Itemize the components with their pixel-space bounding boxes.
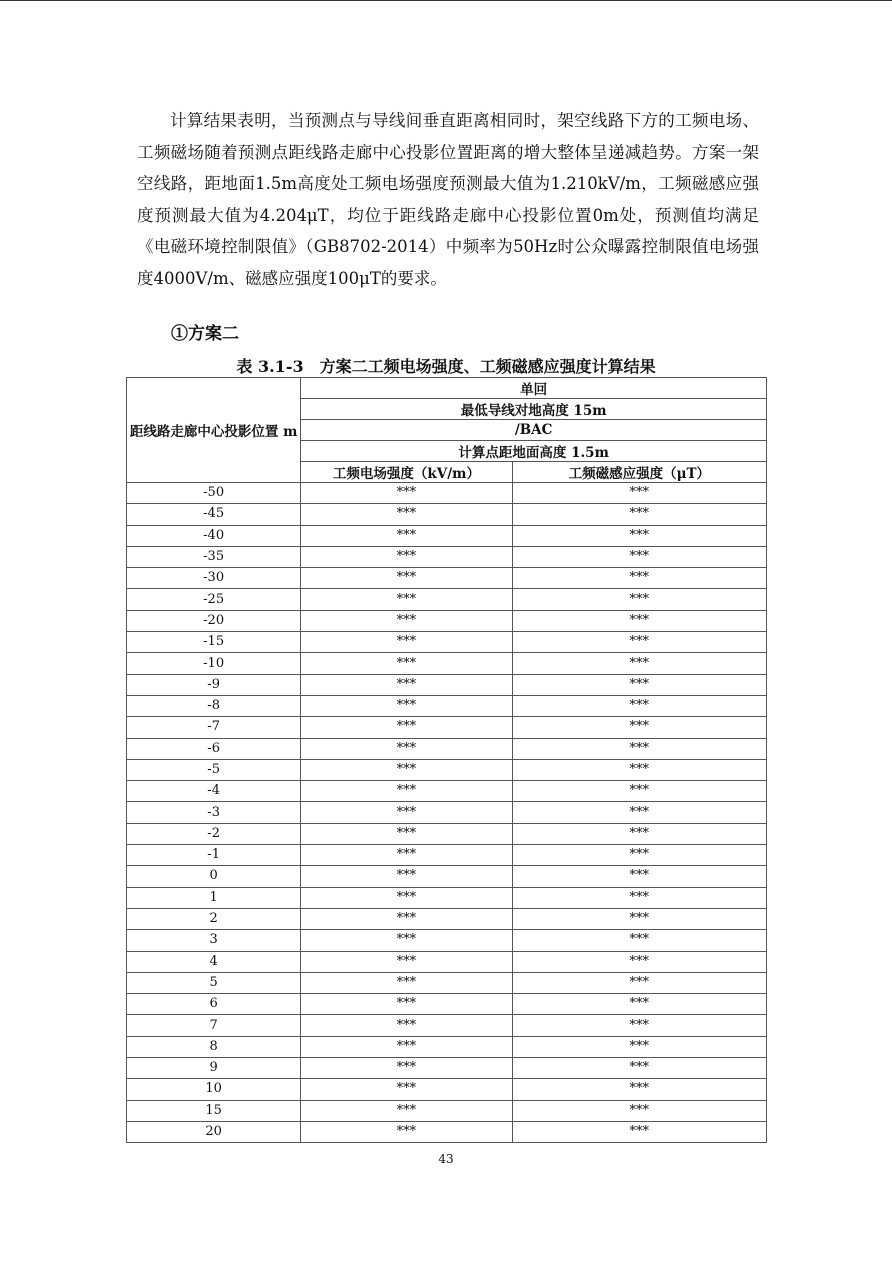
cell-electric-field: *** [301,972,512,993]
cell-electric-field: *** [301,866,512,887]
table-row [127,589,767,610]
cell-electric-field: *** [301,504,512,525]
cell-position: -6 [127,738,301,759]
table-row [127,930,767,951]
cell-electric-field: *** [301,610,512,631]
cell-electric-field: *** [301,930,512,951]
cell-magnetic-induction: *** [512,632,766,653]
cell-electric-field: *** [301,653,512,674]
table-row [127,632,767,653]
cell-position: -10 [127,653,301,674]
cell-electric-field: *** [301,525,512,546]
table-row [127,653,767,674]
cell-position: -8 [127,695,301,716]
header-conductor-height: 最低导线对地高度 15m [301,399,767,420]
table-row [127,951,767,972]
cell-electric-field: *** [301,483,512,504]
cell-position: -7 [127,717,301,738]
table-row [127,972,767,993]
cell-magnetic-induction: *** [512,738,766,759]
table-row [127,504,767,525]
cell-electric-field: *** [301,717,512,738]
cell-position: -15 [127,632,301,653]
cell-magnetic-induction: *** [512,1036,766,1057]
cell-position: 9 [127,1058,301,1079]
table-row [127,823,767,844]
header-phase-sequence: /BAC [301,420,767,441]
cell-position: -5 [127,759,301,780]
header-magnetic-induction: 工频磁感应强度（μT） [512,462,766,483]
cell-position: -40 [127,525,301,546]
cell-position: -30 [127,568,301,589]
cell-electric-field: *** [301,589,512,610]
cell-electric-field: *** [301,887,512,908]
cell-electric-field: *** [301,1100,512,1121]
table-row [127,1058,767,1079]
cell-electric-field: *** [301,781,512,802]
table-row [127,1079,767,1100]
table-row [127,483,767,504]
cell-electric-field: *** [301,1015,512,1036]
header-calc-height: 计算点距地面高度 1.5m [301,441,767,462]
cell-magnetic-induction: *** [512,802,766,823]
section-heading: ①方案二 [171,324,239,344]
cell-position: 7 [127,1015,301,1036]
cell-position: 4 [127,951,301,972]
cell-electric-field: *** [301,802,512,823]
cell-electric-field: *** [301,1036,512,1057]
table-row [127,525,767,546]
table-row [127,759,767,780]
cell-magnetic-induction: *** [512,866,766,887]
table-header [127,378,767,483]
cell-position: -1 [127,845,301,866]
cell-magnetic-induction: *** [512,951,766,972]
cell-electric-field: *** [301,1121,512,1142]
cell-electric-field: *** [301,546,512,567]
table-row [127,1015,767,1036]
cell-magnetic-induction: *** [512,887,766,908]
cell-position: 2 [127,908,301,929]
table-row [127,738,767,759]
cell-magnetic-induction: *** [512,781,766,802]
cell-electric-field: *** [301,738,512,759]
page-number: 43 [438,1152,454,1166]
table-row [127,546,767,567]
cell-position: 10 [127,1079,301,1100]
cell-position: -45 [127,504,301,525]
cell-position: 3 [127,930,301,951]
table-row [127,887,767,908]
cell-magnetic-induction: *** [512,1121,766,1142]
table-row [127,610,767,631]
cell-electric-field: *** [301,994,512,1015]
table-row [127,674,767,695]
cell-position: -50 [127,483,301,504]
cell-magnetic-induction: *** [512,504,766,525]
table-row [127,568,767,589]
cell-magnetic-induction: *** [512,695,766,716]
cell-position: 6 [127,994,301,1015]
table-row [127,695,767,716]
cell-electric-field: *** [301,632,512,653]
header-circuit: 单回 [301,378,767,399]
cell-magnetic-induction: *** [512,1100,766,1121]
table-body [127,483,767,1143]
cell-electric-field: *** [301,951,512,972]
table-row [127,1121,767,1142]
cell-magnetic-induction: *** [512,972,766,993]
cell-magnetic-induction: *** [512,845,766,866]
cell-magnetic-induction: *** [512,759,766,780]
cell-position: -35 [127,546,301,567]
header-position: 距线路走廊中心投影位置 m [127,378,301,483]
cell-position: 1 [127,887,301,908]
cell-position: -4 [127,781,301,802]
cell-magnetic-induction: *** [512,674,766,695]
table-row [127,908,767,929]
cell-magnetic-induction: *** [512,823,766,844]
cell-magnetic-induction: *** [512,653,766,674]
cell-position: 0 [127,866,301,887]
cell-electric-field: *** [301,695,512,716]
header-electric-field: 工频电场强度（kV/m） [301,462,512,483]
cell-electric-field: *** [301,1079,512,1100]
cell-position: 15 [127,1100,301,1121]
cell-electric-field: *** [301,674,512,695]
cell-magnetic-induction: *** [512,1079,766,1100]
cell-position: -20 [127,610,301,631]
cell-magnetic-induction: *** [512,546,766,567]
cell-magnetic-induction: *** [512,525,766,546]
cell-magnetic-induction: *** [512,1015,766,1036]
cell-electric-field: *** [301,1058,512,1079]
cell-magnetic-induction: *** [512,1058,766,1079]
cell-electric-field: *** [301,759,512,780]
cell-electric-field: *** [301,908,512,929]
body-paragraph: 计算结果表明，当预测点与导线间垂直距离相同时，架空线路下方的工频电场、工频磁场随着预测点距线路走廊中心投影位置距离的增大整体呈递减趋势。方案一架空线路，距地面1.5m高度处工频电场强度预测最大值为1.210kV/m，工频磁感应强度预测最大值为4.204μT，均位于距线路走廊中心投影位置0m处，预测值均满足《电磁环境控制限值》（GB8702-2014）中频率为50Hz时公众曝露控制限值电场强度4000V/m、磁感应强度100μT的要求。 [137,111,759,288]
cell-position: -3 [127,802,301,823]
cell-magnetic-induction: *** [512,994,766,1015]
table-caption: 表 3.1-3 方案二工频电场强度、工频磁感应强度计算结果 [236,357,656,376]
cell-position: -25 [127,589,301,610]
cell-position: -9 [127,674,301,695]
cell-electric-field: *** [301,823,512,844]
cell-magnetic-induction: *** [512,930,766,951]
cell-magnetic-induction: *** [512,717,766,738]
cell-electric-field: *** [301,568,512,589]
cell-position: 20 [127,1121,301,1142]
cell-position: 8 [127,1036,301,1057]
table-row [127,717,767,738]
cell-magnetic-induction: *** [512,589,766,610]
table-row [127,845,767,866]
table-row [127,1100,767,1121]
cell-magnetic-induction: *** [512,610,766,631]
cell-magnetic-induction: *** [512,908,766,929]
table-row [127,866,767,887]
table-row [127,802,767,823]
cell-electric-field: *** [301,845,512,866]
table-row [127,994,767,1015]
cell-position: -2 [127,823,301,844]
table-row [127,1036,767,1057]
result-table [126,377,767,1143]
cell-magnetic-induction: *** [512,483,766,504]
table-row [127,781,767,802]
cell-position: 5 [127,972,301,993]
cell-magnetic-induction: *** [512,568,766,589]
